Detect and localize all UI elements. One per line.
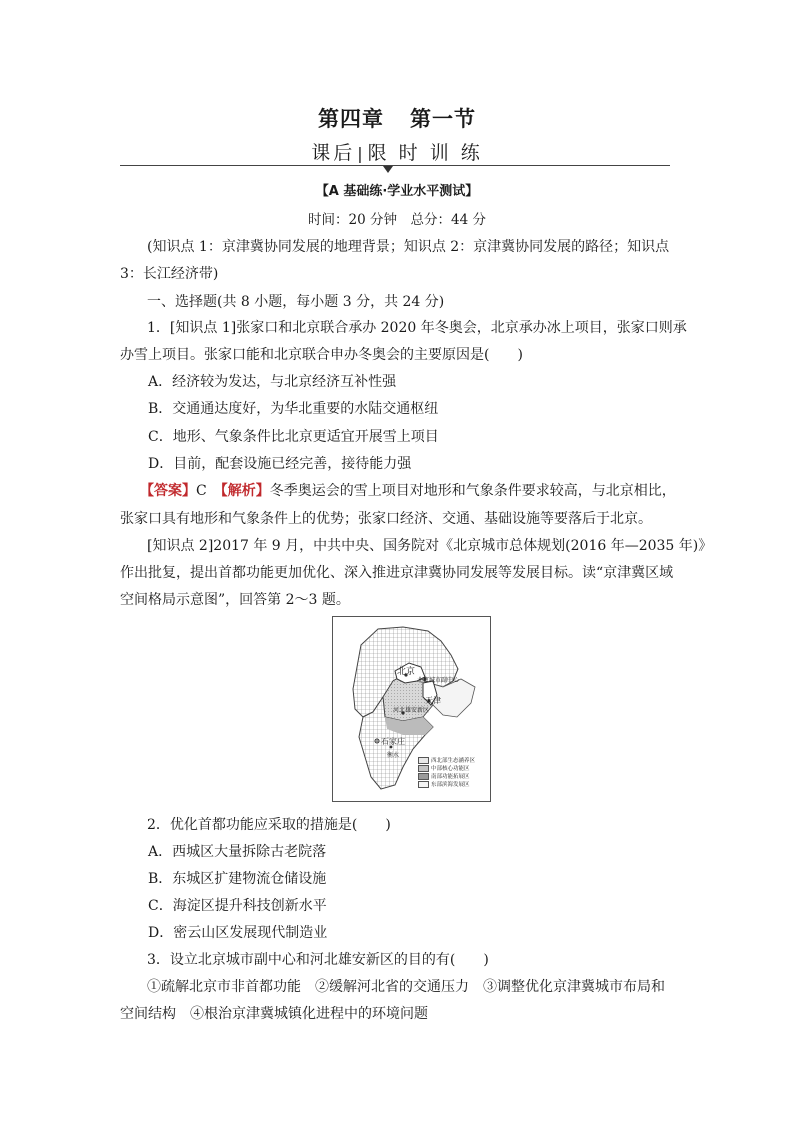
material-line-1: [知识点 2]2017 年 9 月，中共中央、国务院对《北京城市总体规划(2016 年—2035 年)》 bbox=[147, 538, 713, 554]
q3-items-line-2: 空间结构 ④根治京津冀城镇化进程中的环境问题 bbox=[120, 1006, 428, 1022]
legend-item-central: 中部核心功能区 bbox=[418, 765, 475, 773]
q1-stem-line-1: 1．[知识点 1]张家口和北京联合承办 2020 年冬奥会，北京承办冰上项目，张家口则承 bbox=[147, 320, 687, 336]
q1-option-b: B．交通通达度好，为华北重要的水陆交通枢纽 bbox=[148, 401, 439, 417]
q3-items-line-1: ①疏解北京市非首都功能 ②缓解河北省的交通压力 ③调整优化京津冀城市布局和 bbox=[147, 979, 665, 995]
subtitle-left: 课后 bbox=[311, 142, 356, 164]
subtitle-separator: | bbox=[357, 144, 366, 163]
q1-option-c: C．地形、气象条件比北京更适宜开展雪上项目 bbox=[148, 429, 439, 445]
material-line-2: 作出批复，提出首都功能更加优化、深入推进京津冀协同发展等发展目标。读“京津冀区域 bbox=[120, 565, 674, 581]
knowledge-points-line-2: 3：长江经济带) bbox=[120, 266, 219, 282]
answer-tag: 【答案】 bbox=[140, 483, 196, 499]
analysis-tag: 【解析】 bbox=[220, 483, 270, 499]
map-label-hengshui: 衡水 bbox=[387, 752, 400, 759]
q2-option-a: A．西城区大量拆除古老院落 bbox=[148, 844, 327, 860]
q1-option-d: D．目前，配套设施已经完善，接待能力强 bbox=[148, 456, 412, 472]
q2-stem: 2．优化首都功能应采取的措施是( ) bbox=[147, 817, 391, 833]
legend-item-south: 南部功能拓展区 bbox=[418, 773, 475, 781]
legend-item-east: 东部滨海发展区 bbox=[418, 781, 475, 789]
map-label-xiongan: 河北雄安新区 bbox=[393, 707, 430, 714]
map-label-tianjin: 天津 bbox=[425, 696, 441, 705]
region-map bbox=[332, 616, 491, 802]
chapter-label: 第四章 bbox=[318, 107, 384, 131]
map-label-shijiazhuang: 石家庄 bbox=[381, 737, 405, 746]
map-label-sub-center: 北京城市副中心 bbox=[417, 677, 460, 684]
q2-option-d: D．密云山区发展现代制造业 bbox=[148, 925, 328, 941]
material-line-3: 空间格局示意图”，回答第 2～3 题。 bbox=[120, 592, 350, 608]
divider-triangle-icon bbox=[383, 166, 393, 173]
subtitle bbox=[0, 138, 794, 165]
knowledge-points-line-1: (知识点 1：京津冀协同发展的地理背景；知识点 2：京津冀协同发展的路径；知识点 bbox=[147, 239, 670, 255]
q1-option-a: A．经济较为发达，与北京经济互补性强 bbox=[148, 374, 397, 390]
q2-option-c: C．海淀区提升科技创新水平 bbox=[148, 898, 327, 914]
part-one-heading: 一、选择题(共 8 小题，每小题 3 分，共 24 分) bbox=[147, 294, 445, 310]
subtitle-right: 限 时 训 练 bbox=[367, 142, 483, 164]
level-title: 【A 基础练·学业水平测试】 bbox=[315, 184, 479, 199]
q2-option-b: B．东城区扩建物流仓储设施 bbox=[148, 871, 327, 887]
q1-answer-line bbox=[140, 480, 700, 500]
analysis-text-1: 冬季奥运会的雪上项目对地形和气象条件要求较高，与北京相比， bbox=[269, 483, 676, 499]
header-divider bbox=[120, 165, 670, 166]
legend-item-northwest: 西北部生态涵养区 bbox=[418, 757, 475, 765]
time-line: 时间：20 分钟 总分：44 分 bbox=[308, 212, 486, 228]
q3-stem: 3．设立北京城市副中心和河北雄安新区的目的有( ) bbox=[147, 952, 489, 968]
q1-stem-line-2: 办雪上项目。张家口能和北京联合申办冬奥会的主要原因是( ) bbox=[120, 347, 523, 363]
map-label-beijing: 北京 bbox=[397, 667, 416, 677]
map-legend bbox=[418, 757, 475, 789]
chapter-title bbox=[0, 103, 794, 133]
section-label: 第一节 bbox=[410, 107, 476, 131]
answer-value: C bbox=[196, 483, 207, 499]
q1-analysis-line-2: 张家口具有地形和气象条件上的优势；张家口经济、交通、基础设施等要落后于北京。 bbox=[120, 511, 652, 527]
